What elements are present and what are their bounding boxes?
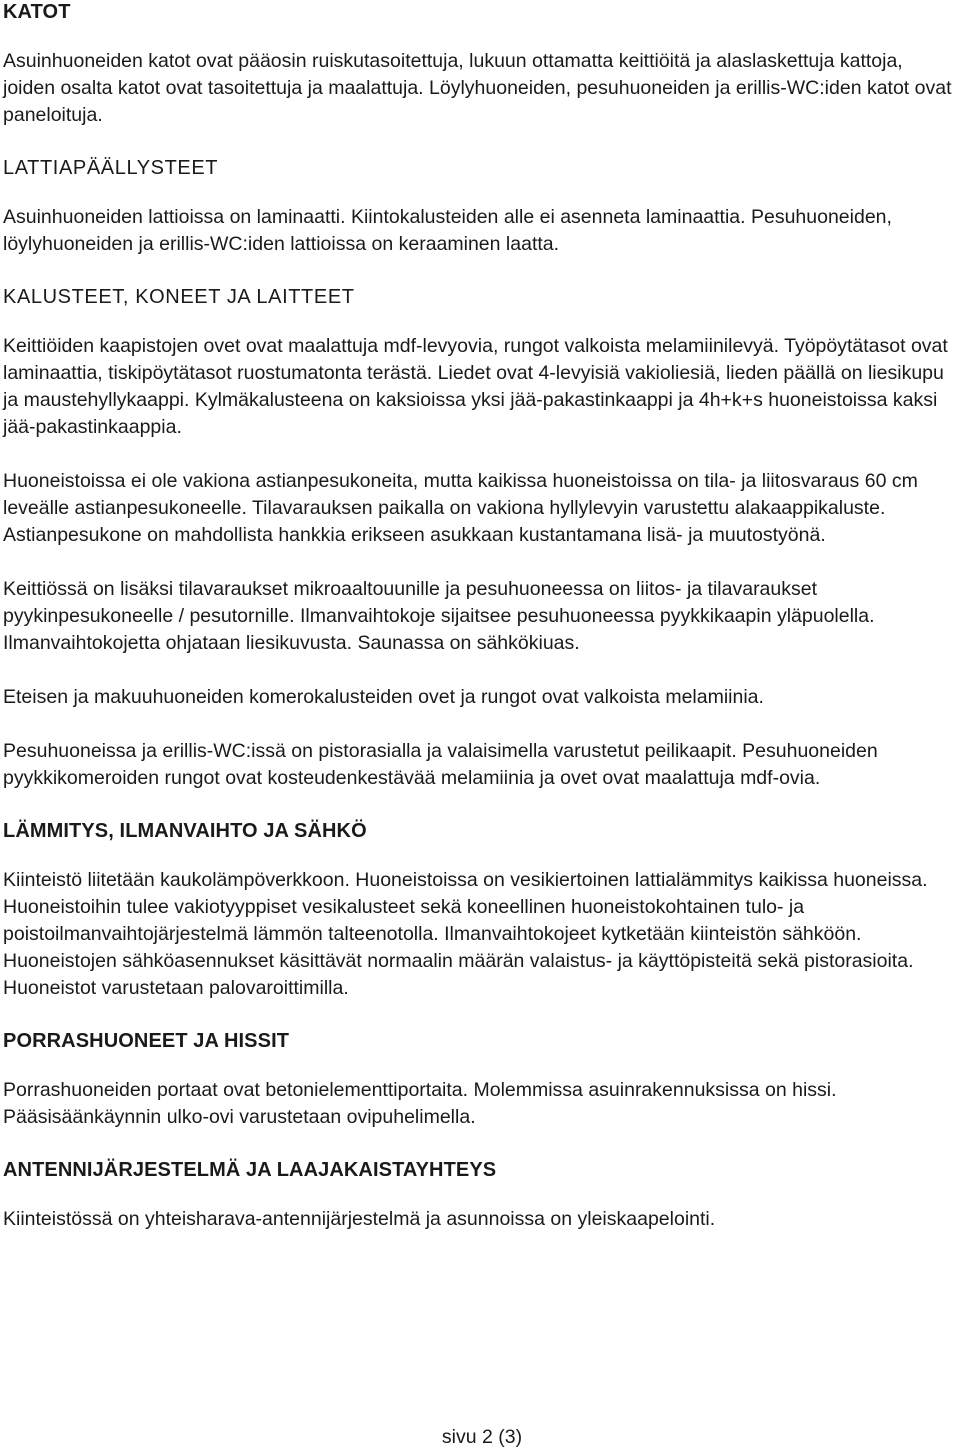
section-heading-lammitys: LÄMMITYS, ILMANVAIHTO JA SÄHKÖ	[3, 820, 367, 842]
document-page	[3, 0, 955, 1233]
kalusteet-paragraph-astianpesu: Huoneistoissa ei ole vakiona astianpesukoneita, mutta kaikissa huoneistoissa on tila- ja liitosvaraus 60 cm leveälle astianpesukoneelle. Tilavarauksen paikalla on vakiona hyllylevyin varustettu alakaappikaluste. Astianpesukone on mahdollista hankkia erikseen asukkaan kustantamana lisä- ja muutostyönä.	[3, 470, 918, 546]
kalusteet-paragraph-komerot: Eteisen ja makuuhuoneiden komerokalusteiden ovet ja rungot ovat valkoista melamiinia.	[3, 686, 764, 708]
lattiapaallysteet-paragraph: Asuinhuoneiden lattioissa on laminaatti. Kiintokalusteiden alle ei asenneta laminaattia. Pesuhuoneiden, löylyhuoneiden ja erillis-WC:iden lattioissa on keraaminen laatta.	[3, 206, 892, 255]
kalusteet-paragraph-peilikaapit: Pesuhuoneissa ja erillis-WC:issä on pistorasialla ja valaisimella varustetut peilikaapit. Pesuhuoneiden pyykkikomeroiden rungot ovat kosteudenkestävää melamiinia ja ovet ovat maalattuja mdf-ovia.	[3, 740, 878, 789]
kalusteet-paragraph-tilavaraukset: Keittiössä on lisäksi tilavaraukset mikroaaltouunille ja pesuhuoneessa on liitos- ja tilavaraukset pyykinpesukoneelle / pesutornille. Ilmanvaihtokoje sijaitsee pesuhuoneessa pyykkikaapin yläpuolella. Ilmanvaihtokojetta ohjataan liesikuvusta. Saunassa on sähkökiuas.	[3, 578, 875, 654]
kalusteet-paragraph-keittiot: Keittiöiden kaapistojen ovet ovat maalattuja mdf-levyovia, rungot valkoista melamiinilevyä. Työpöytätasot ovat laminaattia, tiskipöytätasot ruostumatonta terästä. Liedet ovat 4-levyisiä vakioliesiä, lieden päällä on liesikupu ja maustehyllykaappi. Kylmäkalusteena on kaksioissa yksi jää-pakastinkaappi ja 4h+k+s huoneistoissa kaksi jää-pakastinkaappia.	[3, 335, 948, 438]
section-heading-porrashuoneet: PORRASHUONEET JA HISSIT	[3, 1030, 290, 1052]
page-number: sivu 2 (3)	[441, 1426, 523, 1448]
section-heading-kalusteet: KALUSTEET, KONEET JA LAITTEET	[3, 286, 355, 308]
porrashuoneet-paragraph: Porrashuoneiden portaat ovat betonielementtiportaita. Molemmissa asuinrakennuksissa on hissi. Pääsisäänkäynnin ulko-ovi varustetaan ovipuhelimella.	[3, 1079, 837, 1128]
lammitys-paragraph: Kiinteistö liitetään kaukolämpöverkkoon. Huoneistoissa on vesikiertoinen lattialämmitys kaikissa huoneissa. Huoneistoihin tulee vakiotyyppiset vesikalusteet sekä koneellinen huoneistokohtainen tulo- ja poistoilmanvaihtojärjestelmä lämmön talteenotolla. Ilmanvaihtokojeet kytketään kiinteistön sähköön. Huoneistojen sähköasennukset käsittävät normaalin määrän valaistus- ja käyttöpisteitä sekä pistorasioita. Huoneistot varustetaan palovaroittimilla.	[3, 869, 928, 999]
section-heading-antenni: ANTENNIJÄRJESTELMÄ JA LAAJAKAISTAYHTEYS	[3, 1159, 497, 1181]
katot-paragraph: Asuinhuoneiden katot ovat pääosin ruiskutasoitettuja, lukuun ottamatta keittiöitä ja alaslaskettuja kattoja, joiden osalta katot ovat tasoitettuja ja maalattuja. Löylyhuoneiden, pesuhuoneiden ja erillis-WC:iden katot ovat paneloituja.	[3, 50, 952, 126]
antenni-paragraph: Kiinteistössä on yhteisharava-antennijärjestelmä ja asunnoissa on yleiskaapelointi.	[3, 1208, 716, 1230]
section-heading-katot: KATOT	[3, 1, 71, 23]
section-heading-lattiapaallysteet: LATTIAPÄÄLLYSTEET	[3, 157, 219, 179]
